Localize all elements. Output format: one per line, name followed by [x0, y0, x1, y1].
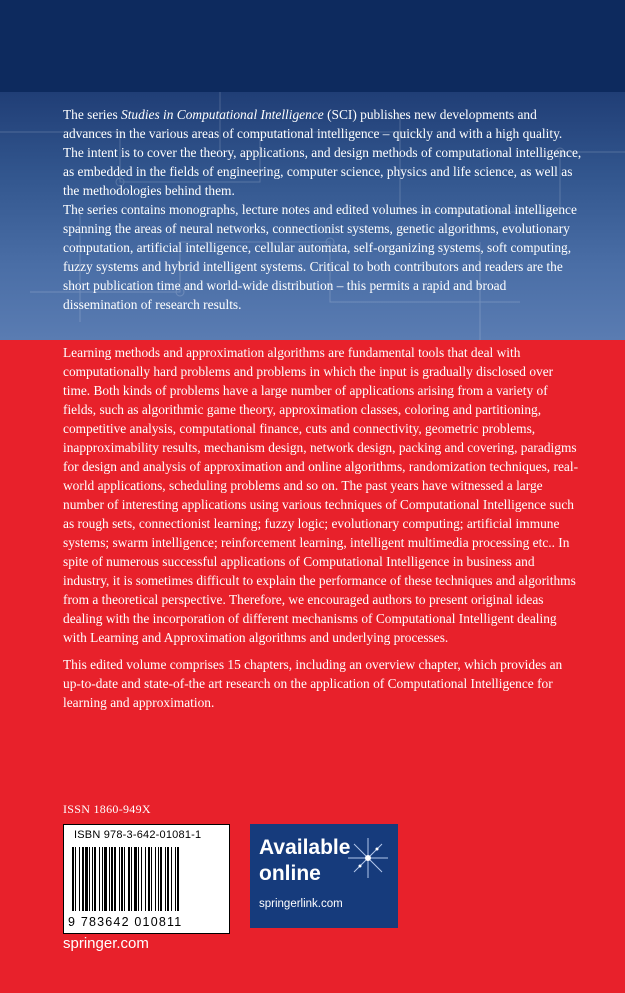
top-band [0, 0, 625, 92]
available-label: Available [259, 836, 351, 859]
publisher-url[interactable]: springer.com [63, 935, 149, 952]
series-paragraph-1 [63, 105, 583, 200]
barcode-icon [70, 847, 225, 913]
issn-label: ISSN 1860-949X [63, 802, 151, 816]
barcode-digits: 9 783642 010811 [68, 915, 183, 929]
online-label: online [259, 862, 321, 885]
series-text-segment: The series [63, 107, 122, 122]
sparkle-icon [346, 836, 390, 880]
barcode-box [63, 824, 230, 934]
description-paragraph-1: Learning methods and approximation algorithms are fundamental tools that deal with computationally hard problems and problems in which the input is gradually disclosed over time. Both kinds of problems have a large number of applications arising from a variety of fields, such as algorithmic game theory, approximation classes, coloring and partitioning, competitive analysis, computational finance, cuts and connectivity, geometric problems, inapproximability results, mechanism design, network design, packing and covering, paradigms for design and analysis of approximation and online algorithms, randomization techniques, real-world applications, scheduling problems and so on. The past years have witnessed a large number of interesting applications using various techniques of Computational Intelligence such as rough sets, connectionist learning; fuzzy logic; evolutionary computing; artificial immune systems; swarm intelligence; reinforcement learning, intelligent multimedia processing etc.. In spite of numerous successful applications of Computational Intelligence in business and industry, it is sometimes difficult to explain the performance of these techniques and algorithms from a theoretical perspective. Therefore, we encouraged authors to present original ideas dealing with the incorporation of different mechanisms of Computational Intelligent dealing with Learning and Approximation algorithms and underlying processes. [63, 345, 579, 645]
series-title: Studies in Computational Intelligence [121, 107, 324, 122]
series-description [63, 105, 583, 314]
series-text-segment: (SCI) publishes new developments and advances in the various areas of computational intelligence – quickly and with a high quality. The intent is to cover the theory, applications, and design methods of computational intelligence, as embedded in the fields of engineering, computer science, physics and life science, as well as the methodologies behind them. [63, 107, 582, 198]
available-online-badge[interactable] [250, 824, 398, 928]
book-description [63, 343, 583, 712]
series-text-segment: The series contains monographs, lecture notes and edited volumes in computational intelligence spanning the areas of neural networks, connectionist systems, genetic algorithms, evolutionary computation, artificial intelligence, cellular automata, self-organizing systems, soft computing, fuzzy systems and hybrid intelligent systems. Critical to both contributors and readers are the short publication time and world-wide distribution – this permits a rapid and broad dissemination of research results. [63, 202, 577, 312]
isbn-label: ISBN 978-3-642-01081-1 [74, 829, 202, 841]
description-paragraph-2: This edited volume comprises 15 chapters, including an overview chapter, which provides an up-to-date and state-of-the art research on the application of Computational Intelligence for learning and approximation. [63, 657, 563, 710]
springerlink-link[interactable]: springerlink.com [259, 898, 343, 910]
series-paragraph-2 [63, 200, 583, 314]
